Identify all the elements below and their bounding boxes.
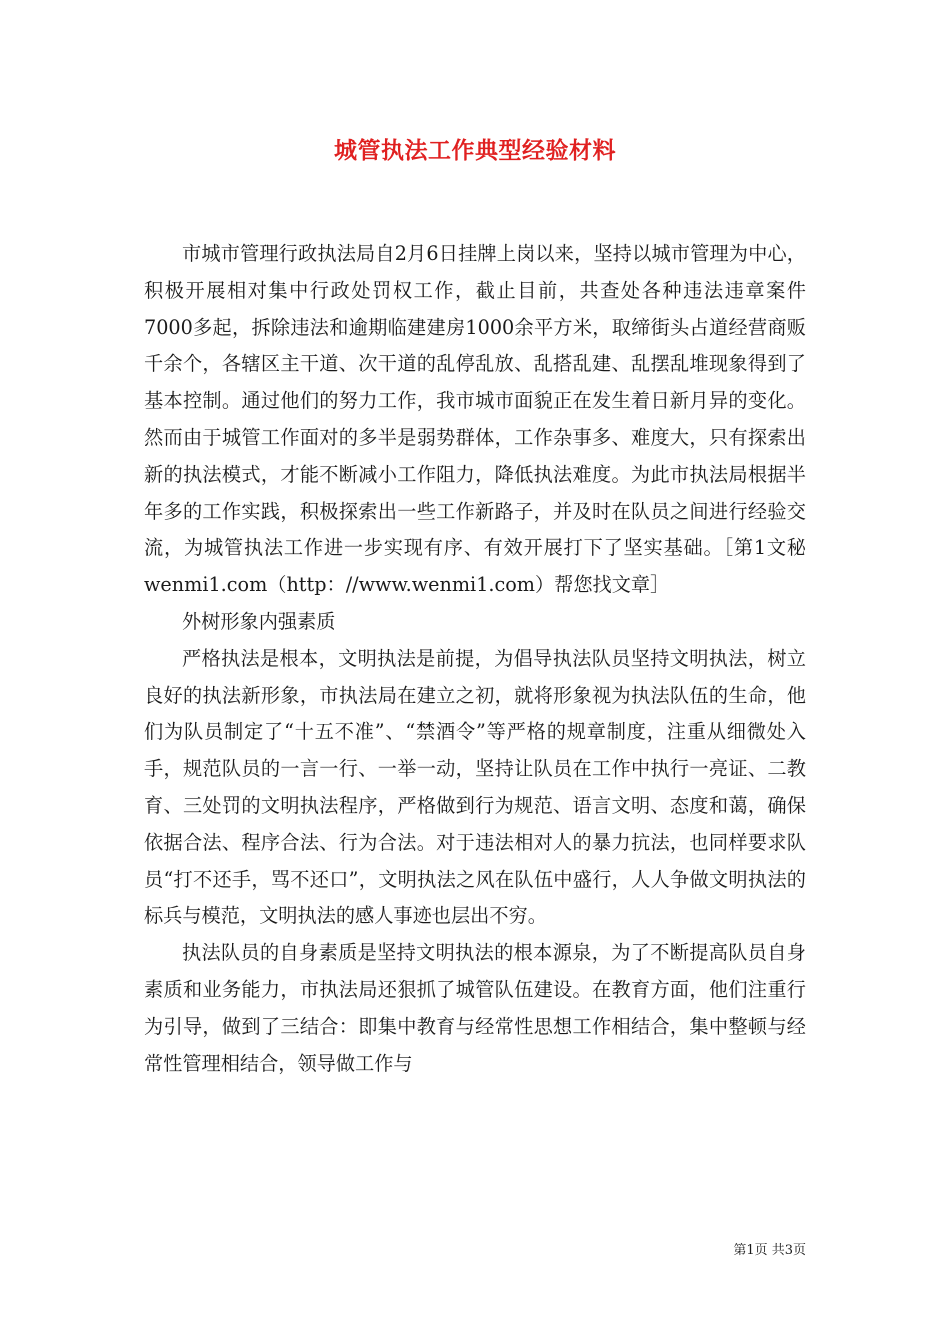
page-number-footer: 第1页 共3页 [733,1243,806,1258]
paragraph-team-quality: 执法队员的自身素质是坚持文明执法的根本源泉，为了不断提高队员自身素质和业务能力，市执法局还狠抓了城管队伍建设。在教育方面，他们注重行为引导，做到了三结合：即集中教育与经常性思想工作相结合，集中整顿与经常性管理相结合，领导做工作与 [144,941,806,1075]
section-heading: 外树形象内强素质 [182,609,336,633]
document-title: 城管执法工作典型经验材料 [334,137,616,164]
paragraph-intro: 市城市管理行政执法局自2月6日挂牌上岗以来，坚持以城市管理为中心，积极开展相对集中行政处罚权工作，截止目前，共查处各种违法违章案件7000多起，拆除违法和逾期临建建房1000余平方米，取缔街头占道经营商贩千余个，各辖区主干道、次干道的乱停乱放、乱搭乱建、乱摆乱堆现象得到了基本控制。通过他们的努力工作，我市城市面貌正在发生着日新月异的变化。然而由于城管工作面对的多半是弱势群体，工作杂事多、难度大，只有探索出新的执法模式，才能不断减小工作阻力，降低执法难度。为此市执法局根据半年多的工作实践，积极探索出一些工作新路子，并及时在队员之间进行经验交流，为城管执法工作进一步实现有序、有效开展打下了坚实基础。［第1文秘wenmi1.com（http：//www.wenmi1.com）帮您找文章］ [144,242,806,597]
document-body [144,236,806,1082]
paragraph-civil-enforcement: 严格执法是根本，文明执法是前提，为倡导执法队员坚持文明执法，树立良好的执法新形象，市执法局在建立之初，就将形象视为执法队伍的生命，他们为队员制定了“十五不准”、“禁酒令”等严格的规章制度，注重从细微处入手，规范队员的一言一行、一举一动，坚持让队员在工作中执行一亮证、二教育、三处罚的文明执法程序，严格做到行为规范、语言文明、态度和蔼，确保依据合法、程序合法、行为合法。对于违法相对人的暴力抗法，也同样要求队员“打不还手，骂不还口”，文明执法之风在队伍中盛行，人人争做文明执法的标兵与模范，文明执法的感人事迹也层出不穷。 [144,646,806,928]
